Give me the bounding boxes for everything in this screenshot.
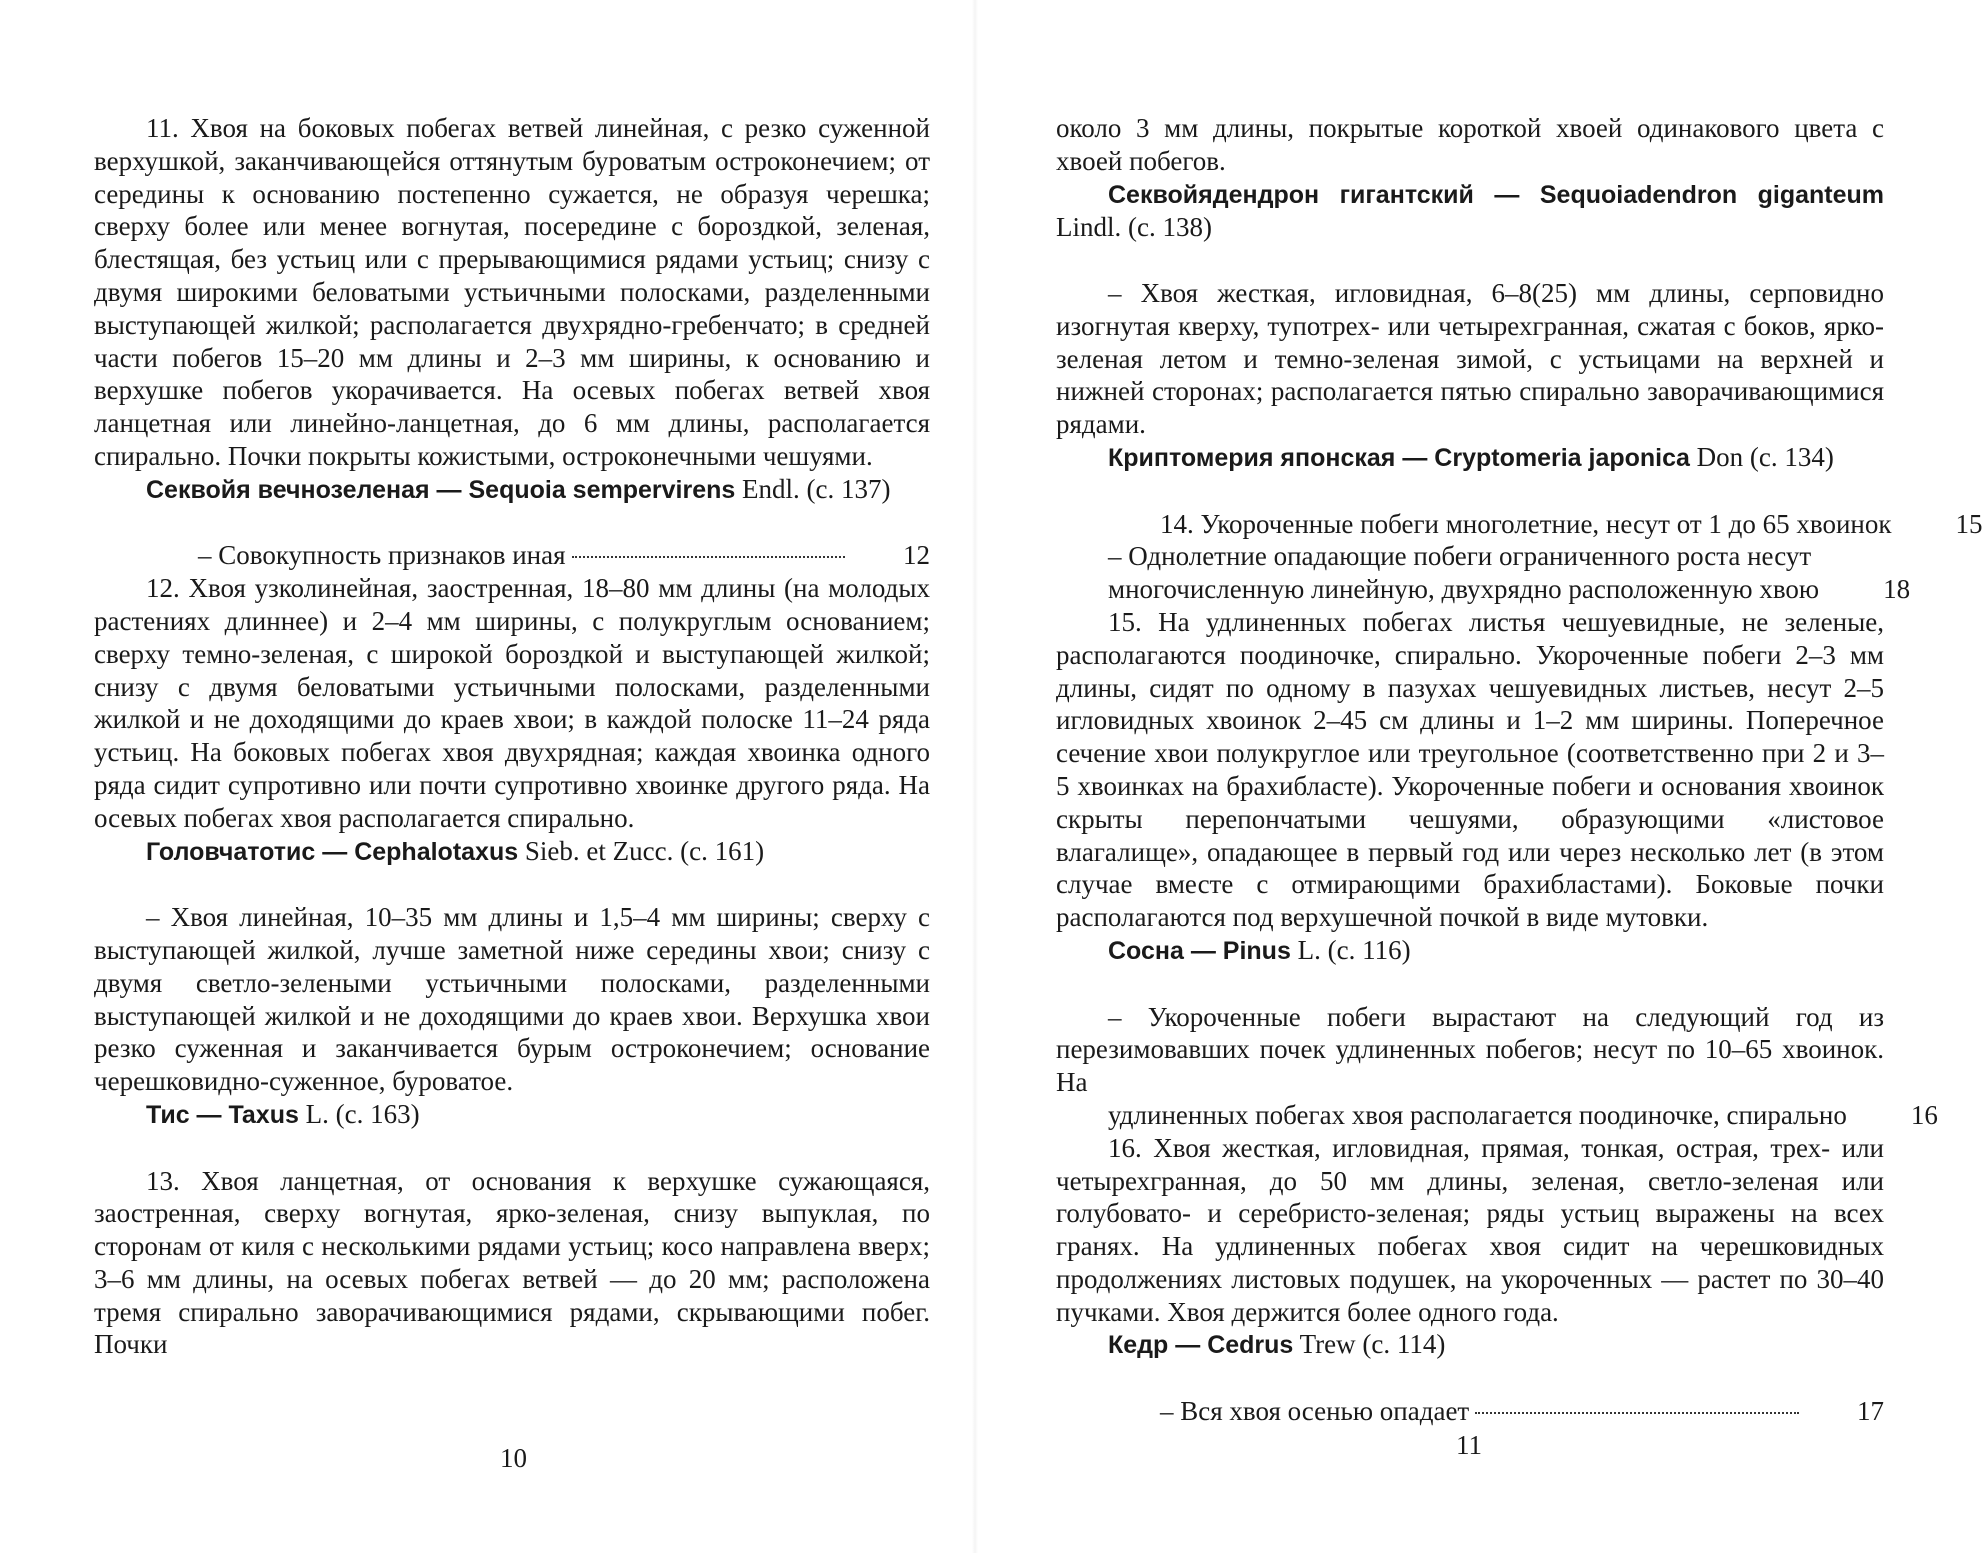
- leader-dots: [1475, 1412, 1799, 1414]
- taxon-name: Секвойя вечнозеленая — Sequoia sempervirens: [146, 475, 736, 504]
- couplet-11-text: 11. Хвоя на боковых побегах ветвей линейная, с резко суженной верхушкой, заканчивающейся оттянутым буроватым остроконечием; от середины к основанию постепенно сужается, не образуя черешка; сверху более или менее вогнутая, посередине с бороздкой, зеленая, блестящая, без устьиц или с прерывающимися рядами устьиц; снизу с двумя широкими беловатыми устьичными полосками, разделенными выступающей жилкой; располагается двухрядно-гребенчато; в средней части побегов 15–20 мм длины и 2–3 мм ширины, к основанию и верхушке побегов укорачивается. На осевых побегах ветвей хвоя ланцетная или линейно-ланцетная, до 6 мм длины, располагается спирально. Почки покрыты кожистыми, остроконечными чешуями.: [94, 113, 930, 471]
- couplet-14-lead[interactable]: [1056, 508, 1982, 541]
- couplet-16-taxon: [1056, 1328, 1884, 1362]
- taxon-ref: Don (с. 134): [1689, 441, 1834, 472]
- couplet-12-text: 12. Хвоя узколинейная, заостренная, 18–80 мм длины (на молодых растениях длиннее) и 2–4 мм ширины, с полукруглым основанием; сверху темно-зеленая, с широкой бороздкой и выступающей жилкой; снизу с двумя беловатыми устьичными полосками, разделенными жилкой и не доходящими до краев хвои; в каждой полоске 11–24 ряда устьиц. На боковых побегах хвоя двухрядная; каждая хвоинка одного ряда сидит супротивно или почти супротивно хвоинке другого ряда. На осевых побегах хвоя располагается спирально.: [94, 573, 930, 833]
- page-number-left: 10: [500, 1443, 527, 1473]
- couplet-16-text: 16. Хвоя жесткая, игловидная, прямая, тонкая, острая, трех- или четырехгранная, до 50 мм длины, зеленая, светло-зеленая или голубовато- и серебристо-зеленая; ряды устьиц выражены на всех гранях. На удлиненных побегах хвоя сидит на черешковидных продолжениях листовых подушек, на укороченных — растет по 30–40 пучками. Хвоя держится более одного года.: [1056, 1132, 1884, 1327]
- couplet-15-alternative-line1: – Укороченные побеги вырастают на следующий год из перезимовавших почек удлиненных побегов; несут по 10–65 хвоинок. На: [1056, 1001, 1884, 1098]
- right-page: [1056, 112, 1982, 1428]
- couplet-12-alt-taxon: [94, 1098, 930, 1132]
- couplet-14-alternative-line1: – Однолетние опадающие побеги ограниченного роста несут: [1108, 541, 1812, 572]
- couplet-13-alt-taxon: [1056, 441, 1884, 475]
- taxon-name: Криптомерия японская — Cryptomeria japonica: [1108, 443, 1690, 472]
- lead-text: 14. Укороченные побеги многолетние, несут от 1 до 65 хвоинок: [1160, 508, 1892, 539]
- taxon-ref: Trew (с. 114): [1293, 1329, 1446, 1360]
- alt-text: – Совокупность признаков иная: [198, 540, 566, 571]
- goto-number: 17: [1857, 1396, 1884, 1427]
- couplet-15-text: 15. На удлиненных побегах листья чешуевидные, не зеленые, располагаются поодиночке, спирально. Укороченные побеги 2–3 мм длины, сидят по одному в пазухах чешуевидных листьев, несут 2–5 игловидных хвоинок 2–45 см длины и 1–2 мм ширины. Поперечное сечение хвои полукруглое или треугольное (соответственно при 2 и 3–5 хвоинках на брахибласте). Укороченные побеги и основания хвоинок скрыты перепончатыми чешуями, образующими «листовое влагалище», опадающее в первый год или через несколько лет (в этом случае вместе с отмирающими брахибластами). Боковые почки располагаются под верхушечной почкой в виде мутовки.: [1056, 606, 1884, 933]
- couplet-14-alternative-line2[interactable]: [1056, 573, 1911, 606]
- taxon-ref: Sieb. et Zucc. (с. 161): [518, 835, 765, 866]
- page-number-right: 11: [1456, 1430, 1482, 1460]
- couplet-15-alternative-line2[interactable]: [1056, 1099, 1938, 1132]
- goto-number: 18: [1883, 574, 1911, 605]
- couplet-11-taxon: [94, 473, 930, 507]
- couplet-13-text: 13. Хвоя ланцетная, от основания к верхушке сужающаяся, заостренная, сверху вогнутая, ярко-зеленая, снизу выпуклая, по сторонам от киля с несколькими рядами устьиц; косо направлена вверх; 3–6 мм длины, на осевых побегах ветвей — до 20 мм; расположена тремя спирально заворачивающимися рядами, скрывающими побег. Почки: [94, 1165, 930, 1360]
- taxon-name: Секвойядендрон гигантский — Sequoiadendron giganteum: [1108, 180, 1884, 209]
- taxon-name: Тис — Taxus: [146, 1100, 299, 1129]
- goto-number: 12: [903, 540, 930, 571]
- leader-dots: [572, 556, 845, 558]
- couplet-13-continued: около 3 мм длины, покрытые короткой хвоей одинакового цвета с хвоей побегов.: [1056, 113, 1884, 176]
- goto-number: 16: [1910, 1099, 1938, 1130]
- taxon-name: Кедр — Cedrus: [1108, 1331, 1294, 1360]
- couplet-13-taxon: [1056, 178, 1884, 245]
- couplet-12-alternative: – Хвоя линейная, 10–35 мм длины и 1,5–4 мм ширины; сверху с выступающей жилкой, лучше заметной ниже середины хвои; снизу с двумя светло-зелеными устьичными полосками, разделенными выступающей жилкой и не доходящими до краев хвои. Верхушка хвои резко суженная и заканчивается бурым остроконечием; основание черешковидно-суженное, буроватое.: [94, 902, 930, 1097]
- left-page: [94, 112, 930, 1361]
- taxon-name: Сосна — Pinus: [1108, 936, 1291, 965]
- couplet-13-alternative: – Хвоя жесткая, игловидная, 6–8(25) мм длины, серповидно изогнутая кверху, тупотрех- или четырехгранная, сжатая с боков, ярко-зеленая летом и темно-зеленая зимой, с устьицами на верхней и нижней сторонах; располагается пятью спирально заворачивающимися рядами.: [1056, 277, 1884, 440]
- alt-text: удлиненных побегах хвоя располагается поодиночке, спирально: [1108, 1099, 1847, 1130]
- taxon-ref: L. (с. 163): [298, 1098, 420, 1129]
- couplet-11-alternative[interactable]: [94, 539, 930, 572]
- alt-text: многочисленную линейную, двухрядно расположенную хвою: [1108, 574, 1820, 605]
- taxon-ref: Endl. (с. 137): [735, 473, 891, 504]
- alt-text: – Вся хвоя осенью опадает: [1160, 1396, 1470, 1427]
- couplet-15-taxon: [1056, 934, 1884, 968]
- couplet-16-alternative[interactable]: [1056, 1395, 1884, 1428]
- book-gutter: [972, 0, 978, 1553]
- taxon-ref: L. (с. 116): [1290, 934, 1411, 965]
- taxon-name: Головчатотис — Cephalotaxus: [146, 837, 519, 866]
- couplet-12-taxon: [94, 835, 930, 869]
- goto-number: 15: [1955, 508, 1982, 539]
- taxon-ref: Lindl. (с. 138): [1056, 212, 1212, 243]
